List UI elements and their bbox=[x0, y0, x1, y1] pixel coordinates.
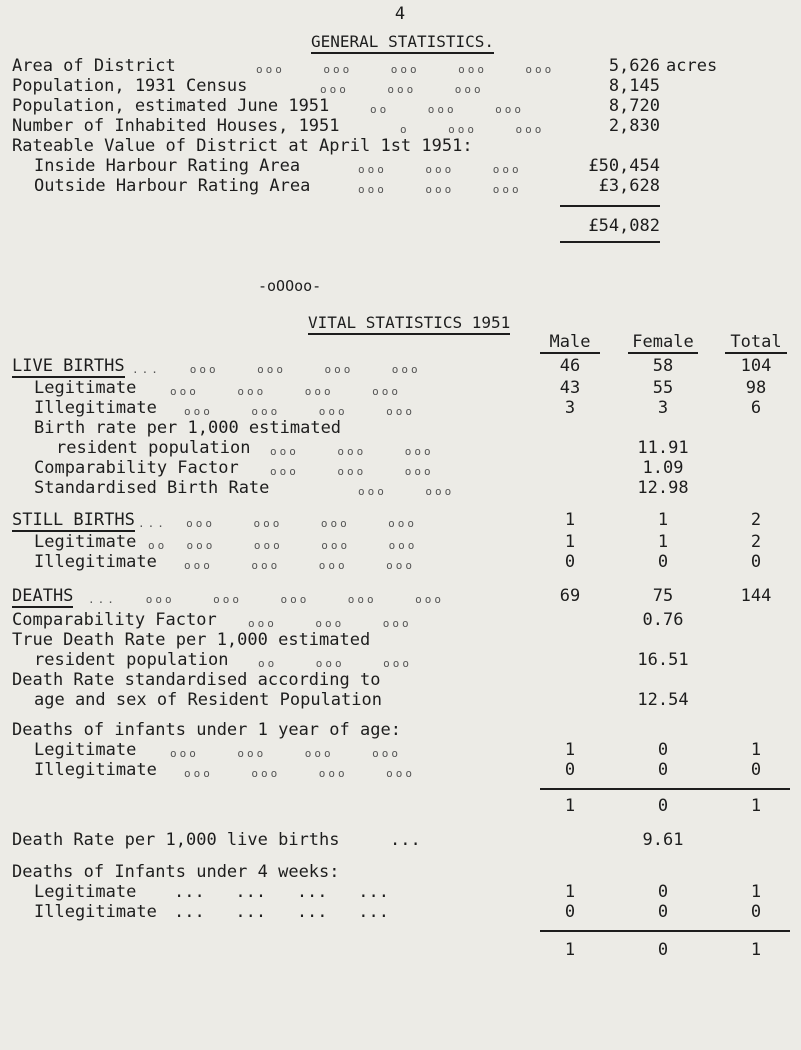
birth-rate-value: 11.91 bbox=[637, 438, 689, 458]
column-male-header: Male bbox=[540, 332, 600, 354]
leader-dots: ooo ooo ooo ooo bbox=[184, 767, 415, 780]
rateable-total-value: £54,082 bbox=[588, 216, 660, 236]
leader-dots: ... ooo ooo ooo ooo bbox=[138, 517, 418, 530]
live-births-label: LIVE BIRTHS bbox=[12, 356, 125, 376]
still-births-illegitimate-label: Illegitimate bbox=[34, 552, 157, 572]
inside-harbour-label: Inside Harbour Rating Area bbox=[34, 156, 301, 176]
live-births-illegitimate-label: Illegitimate bbox=[34, 398, 157, 418]
death-comparability-label: Comparability Factor bbox=[12, 610, 217, 630]
outside-harbour-label: Outside Harbour Rating Area bbox=[34, 176, 311, 196]
leader-dots: oo ooo ooo bbox=[258, 657, 412, 670]
sum-rule bbox=[540, 930, 790, 932]
outside-harbour-value: £3,628 bbox=[598, 176, 660, 196]
infants-1yr-legitimate-label: Legitimate bbox=[34, 740, 137, 760]
infants-4wk-illegitimate-male: 0 bbox=[564, 902, 576, 922]
death-rate-live-births-value: 9.61 bbox=[642, 830, 684, 850]
standardised-birth-rate-label: Standardised Birth Rate bbox=[34, 478, 270, 498]
leader-dots: ooo ooo ooo bbox=[270, 445, 434, 458]
infants-4wk-sum-female: 0 bbox=[657, 940, 669, 960]
standardised-death-rate-value: 12.54 bbox=[637, 690, 689, 710]
deaths-female: 75 bbox=[652, 586, 674, 606]
infants-1yr-sum-total: 1 bbox=[750, 796, 762, 816]
infants-1yr-illegitimate-male: 0 bbox=[564, 760, 576, 780]
true-death-rate-label-cont: resident population bbox=[34, 650, 229, 670]
standardised-birth-rate-value: 12.98 bbox=[637, 478, 689, 498]
infants-1yr-legitimate-male: 1 bbox=[564, 740, 576, 760]
infants-4wk-illegitimate-label: Illegitimate bbox=[34, 902, 157, 922]
leader-dots: ... ... ... ... bbox=[174, 882, 389, 902]
live-births-illegitimate-female: 3 bbox=[657, 398, 669, 418]
still-births-illegitimate-male: 0 bbox=[564, 552, 576, 572]
still-births-illegitimate-female: 0 bbox=[657, 552, 669, 572]
leader-dots: oo ooo ooo bbox=[370, 103, 524, 116]
infants-1yr-illegitimate-female: 0 bbox=[657, 760, 669, 780]
leader-dots: oo ooo ooo ooo ooo bbox=[148, 539, 418, 552]
column-total-header: Total bbox=[725, 332, 787, 354]
live-births-illegitimate-male: 3 bbox=[564, 398, 576, 418]
infants-1yr-sum-female: 0 bbox=[657, 796, 669, 816]
infants-1yr-heading: Deaths of infants under 1 year of age: bbox=[12, 720, 401, 740]
leader-dots: ... bbox=[390, 830, 421, 850]
sum-rule bbox=[560, 205, 660, 207]
leader-dots: ooo ooo ooo ooo bbox=[184, 559, 415, 572]
leader-dots: ooo ooo ooo ooo bbox=[184, 405, 415, 418]
population-census-label: Population, 1931 Census bbox=[12, 76, 248, 96]
inhabited-houses-label: Number of Inhabited Houses, 1951 bbox=[12, 116, 340, 136]
leader-dots: ... ... ... ... bbox=[174, 902, 389, 922]
birth-comparability-label: Comparability Factor bbox=[34, 458, 239, 478]
infants-4wk-heading: Deaths of Infants under 4 weeks: bbox=[12, 862, 340, 882]
live-births-legitimate-female: 55 bbox=[652, 378, 674, 398]
inside-harbour-value: £50,454 bbox=[588, 156, 660, 176]
infants-1yr-legitimate-female: 0 bbox=[657, 740, 669, 760]
live-births-legitimate-total: 98 bbox=[745, 378, 767, 398]
standardised-death-rate-label: Death Rate standardised according to bbox=[12, 670, 381, 690]
total-rule bbox=[560, 241, 660, 243]
rateable-value-heading: Rateable Value of District at April 1st 1951: bbox=[12, 136, 473, 156]
birth-rate-label-cont: resident population bbox=[56, 438, 251, 458]
infants-1yr-illegitimate-total: 0 bbox=[750, 760, 762, 780]
infants-4wk-legitimate-label: Legitimate bbox=[34, 882, 137, 902]
leader-dots: ooo ooo bbox=[358, 485, 455, 498]
birth-rate-label: Birth rate per 1,000 estimated bbox=[34, 418, 342, 438]
area-value: 5,626 bbox=[608, 56, 660, 76]
infants-1yr-illegitimate-label: Illegitimate bbox=[34, 760, 157, 780]
still-births-legitimate-label: Legitimate bbox=[34, 532, 137, 552]
area-label: Area of District bbox=[12, 56, 176, 76]
still-births-male: 1 bbox=[564, 510, 576, 530]
population-census-value: 8,145 bbox=[608, 76, 660, 96]
deaths-total: 144 bbox=[740, 586, 772, 606]
infants-4wk-illegitimate-female: 0 bbox=[657, 902, 669, 922]
general-statistics-title: GENERAL STATISTICS. bbox=[311, 32, 494, 54]
area-unit: acres bbox=[666, 56, 718, 76]
infants-4wk-legitimate-male: 1 bbox=[564, 882, 576, 902]
still-births-legitimate-total: 2 bbox=[750, 532, 762, 552]
true-death-rate-label: True Death Rate per 1,000 estimated bbox=[12, 630, 371, 650]
infants-1yr-sum-male: 1 bbox=[564, 796, 576, 816]
leader-dots: ooo ooo ooo ooo bbox=[170, 747, 401, 760]
leader-dots: ooo ooo ooo bbox=[358, 183, 522, 196]
still-births-total: 2 bbox=[750, 510, 762, 530]
live-births-male: 46 bbox=[559, 356, 581, 376]
population-estimated-label: Population, estimated June 1951 bbox=[12, 96, 330, 116]
leader-dots: ooo ooo ooo bbox=[358, 163, 522, 176]
live-births-legitimate-male: 43 bbox=[559, 378, 581, 398]
inhabited-houses-value: 2,830 bbox=[608, 116, 660, 136]
true-death-rate-value: 16.51 bbox=[637, 650, 689, 670]
page-number: 4 bbox=[394, 4, 406, 24]
infants-4wk-illegitimate-total: 0 bbox=[750, 902, 762, 922]
leader-dots: ooo ooo ooo bbox=[320, 83, 484, 96]
infants-4wk-legitimate-total: 1 bbox=[750, 882, 762, 902]
still-births-female: 1 bbox=[657, 510, 669, 530]
live-births-total: 104 bbox=[740, 356, 772, 376]
infants-4wk-legitimate-female: 0 bbox=[657, 882, 669, 902]
still-births-legitimate-female: 1 bbox=[657, 532, 669, 552]
still-births-legitimate-male: 1 bbox=[564, 532, 576, 552]
live-births-female: 58 bbox=[652, 356, 674, 376]
still-births-label: STILL BIRTHS bbox=[12, 510, 135, 530]
leader-dots: ooo ooo ooo bbox=[248, 617, 412, 630]
deaths-label: DEATHS bbox=[12, 586, 74, 606]
leader-dots: ... ooo ooo ooo ooo bbox=[132, 363, 421, 376]
standardised-death-rate-label-cont: age and sex of Resident Population bbox=[34, 690, 382, 710]
leader-dots: ooo ooo ooo bbox=[270, 465, 434, 478]
death-comparability-value: 0.76 bbox=[642, 610, 684, 630]
sum-rule bbox=[540, 788, 790, 790]
leader-dots: ooo ooo ooo ooo bbox=[170, 385, 401, 398]
infants-4wk-sum-male: 1 bbox=[564, 940, 576, 960]
death-rate-live-births-label: Death Rate per 1,000 live births bbox=[12, 830, 340, 850]
birth-comparability-value: 1.09 bbox=[642, 458, 684, 478]
still-births-illegitimate-total: 0 bbox=[750, 552, 762, 572]
section-separator: -oOOoo- bbox=[258, 277, 322, 295]
population-estimated-value: 8,720 bbox=[608, 96, 660, 116]
infants-4wk-sum-total: 1 bbox=[750, 940, 762, 960]
vital-statistics-title: VITAL STATISTICS 1951 bbox=[308, 313, 510, 335]
deaths-male: 69 bbox=[559, 586, 581, 606]
leader-dots: o ooo ooo bbox=[400, 123, 545, 136]
leader-dots: ... ooo ooo ooo ooo ooo bbox=[88, 593, 445, 606]
live-births-legitimate-label: Legitimate bbox=[34, 378, 137, 398]
leader-dots: ooo ooo ooo ooo ooo bbox=[256, 63, 555, 76]
column-female-header: Female bbox=[628, 332, 698, 354]
infants-1yr-legitimate-total: 1 bbox=[750, 740, 762, 760]
live-births-illegitimate-total: 6 bbox=[750, 398, 762, 418]
